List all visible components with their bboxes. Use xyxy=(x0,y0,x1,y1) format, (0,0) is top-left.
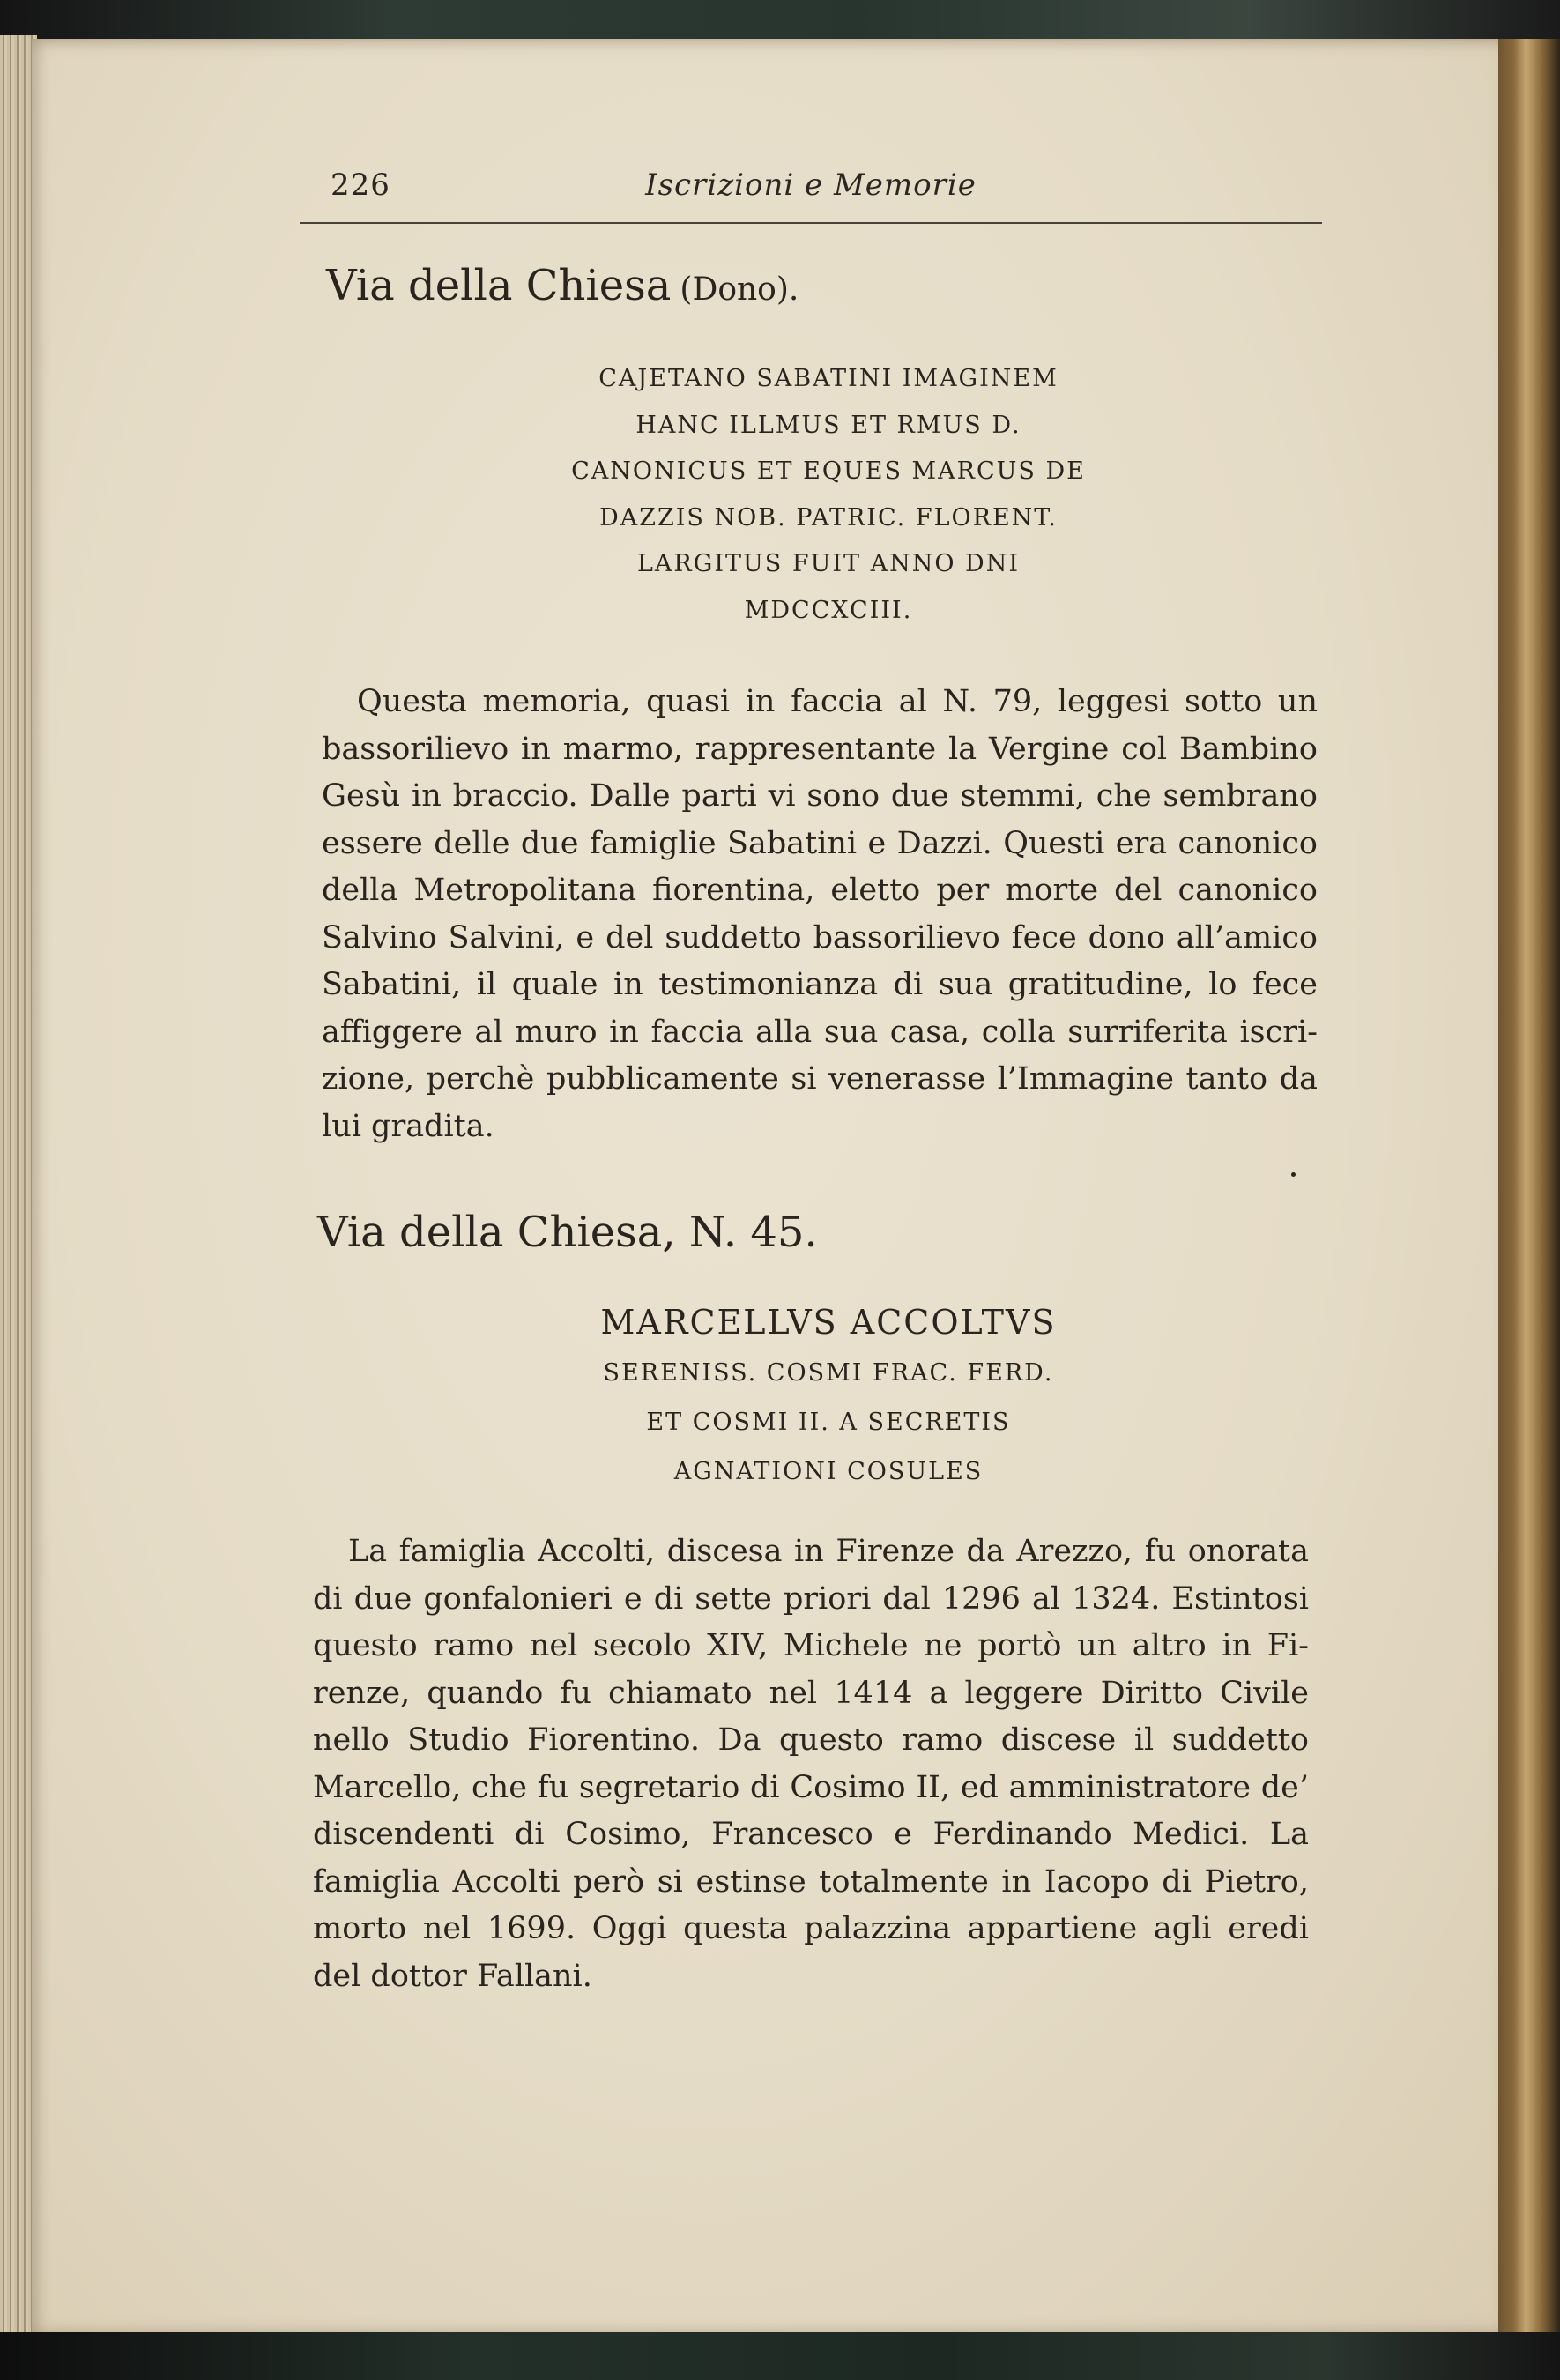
page-number: 226 xyxy=(331,167,390,203)
inscription-line: ET COSMI II. A SECRETIS xyxy=(646,1409,1011,1436)
scan-background-top xyxy=(0,0,1560,44)
inscription-line: CANONICUS ET EQUES MARCUS DE xyxy=(571,457,1086,485)
inscription-line: MDCCXCIII. xyxy=(744,596,913,624)
scan-background-bottom xyxy=(0,2332,1560,2380)
inscription-line: CAJETANO SABATINI IMAGINEM xyxy=(598,365,1059,392)
book-gutter xyxy=(1498,39,1560,2336)
inscription-accolti xyxy=(494,1296,1163,1497)
running-head xyxy=(300,160,1322,224)
section-heading-note: (Dono). xyxy=(680,271,799,308)
paragraph-accolti: La famiglia Accolti, discesa in Firenze da Arezzo, fu onorata di due gonfalonieri e di sette priori dal 1296 al 1324. Estintosi questo ramo nel secolo XIV, Michele ne portò un altro in Firenze, quando fu chiamato nel 1414 a leggere Diritto Civile nello Studio Fiorentino. Da questo ramo discese il suddetto Marcello, che fu segretario di Cosimo II, ed amministratore de’ discendenti di Cosimo, Francesco e Ferdinando Medici. La famiglia Accolti però si estinse totalmente in Iacopo di Pietro, morto nel 1699. Oggi questa palazzina appartiene agli eredi del dottor Fallani. xyxy=(313,1534,1309,1994)
inscription-line: AGNATIONI COSULES xyxy=(673,1458,984,1485)
inscription-line: DAZZIS NOB. PATRIC. FLORENT. xyxy=(599,503,1058,532)
section-heading-text: Via della Chiesa xyxy=(326,261,672,310)
running-title: Iscrizioni e Memorie xyxy=(645,167,977,203)
paper-speck xyxy=(1291,1172,1296,1177)
inscription-line: SERENISS. COSMI FRAC. FERD. xyxy=(603,1359,1054,1387)
inscription-line: LARGITUS FUIT ANNO DNI xyxy=(637,550,1020,577)
inscription-line: MARCELLVS ACCOLTVS xyxy=(600,1303,1057,1342)
section-heading-via-della-chiesa-45: Via della Chiesa, N. 45. xyxy=(317,1208,818,1257)
section-heading-via-della-chiesa-dono xyxy=(326,261,799,310)
inscription-line: HANC ILLMUS ET RMUS D. xyxy=(635,411,1021,439)
paragraph-sabatini: Questa memoria, quasi in faccia al N. 79, leggesi sotto un bassorilievo in marmo, rappresentante la Vergine col Bambino Gesù in braccio. Dalle parti vi sono due stemmi, che sembrano essere delle due famiglie Sabatini e Dazzi. Questi era canonico della Metropolitana fiorentina, eletto per morte del canonico Salvino Salvini, e del suddetto bassorilievo fece dono all’amico Sabatini, il quale in testimonianza di sua gratitudine, lo fece affiggere al muro in faccia alla sua casa, colla surriferita iscrizione, perchè pubblicamente si venerasse l’Immagine tanto da lui gradita. xyxy=(322,684,1318,1144)
inscription-sabatini xyxy=(494,356,1163,634)
